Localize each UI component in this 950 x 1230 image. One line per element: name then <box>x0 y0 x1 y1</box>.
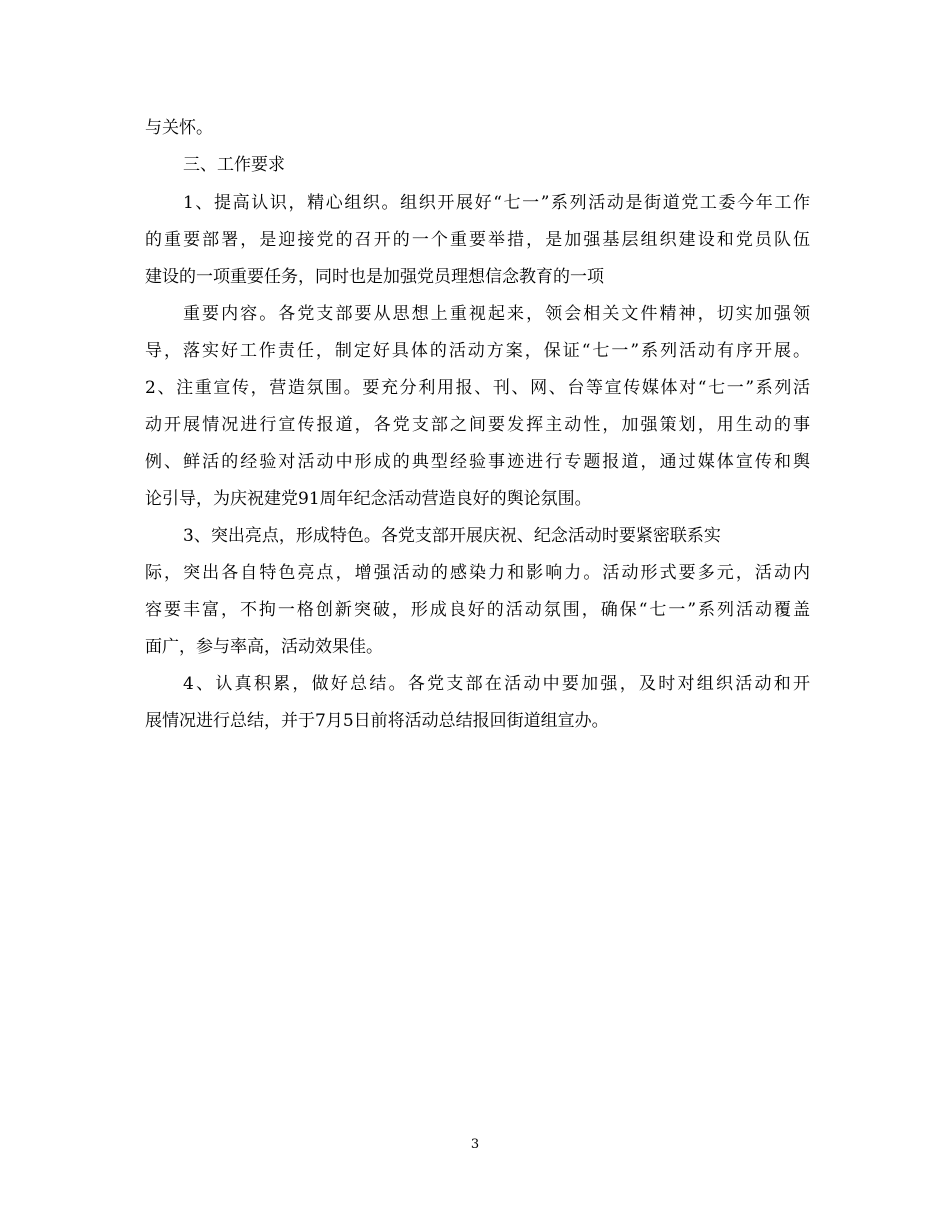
section-heading: 三、工作要求 <box>183 155 285 175</box>
text-line: 重要内容。各党支部要从思想上重视起来，领会相关文件精神，切实加强领 <box>183 304 810 324</box>
text-line: 与关怀。 <box>145 118 213 138</box>
text-line: 际，突出各自特色亮点，增强活动的感染力和影响力。活动形式要多元，活动内 <box>145 563 810 583</box>
text-line: 建设的一项重要任务，同时也是加强党员理想信念教育的一项 <box>145 267 604 287</box>
page-number: 3 <box>470 1137 480 1152</box>
text-line: 面广，参与率高，活动效果佳。 <box>145 637 383 657</box>
text-line: 4、认真积累，做好总结。各党支部在活动中要加强，及时对组织活动和开 <box>183 674 810 694</box>
text-line: 导，落实好工作责任，制定好具体的活动方案，保证“七一”系列活动有序开展。 <box>145 341 810 361</box>
text-line: 论引导，为庆祝建党91周年纪念活动营造良好的舆论氛围。 <box>145 489 592 509</box>
text-line: 动开展情况进行宣传报道，各党支部之间要发挥主动性，加强策划，用生动的事 <box>145 415 810 435</box>
text-line: 展情况进行总结，并于7月5日前将活动总结报回街道组宣办。 <box>145 711 609 731</box>
text-line: 3、突出亮点，形成特色。各党支部开展庆祝、纪念活动时要紧密联系实 <box>183 526 721 546</box>
text-line: 1、提高认识，精心组织。组织开展好“七一”系列活动是街道党工委今年工作 <box>183 193 810 213</box>
text-line: 2、注重宣传，营造氛围。要充分利用报、刊、网、台等宣传媒体对“七一”系列活 <box>145 378 810 398</box>
text-line: 例、鲜活的经验对活动中形成的典型经验事迹进行专题报道，通过媒体宣传和舆 <box>145 452 810 472</box>
text-line: 的重要部署，是迎接党的召开的一个重要举措，是加强基层组织建设和党员队伍 <box>145 230 810 250</box>
text-line: 容要丰富，不拘一格创新突破，形成良好的活动氛围，确保“七一”系列活动覆盖 <box>145 600 810 620</box>
